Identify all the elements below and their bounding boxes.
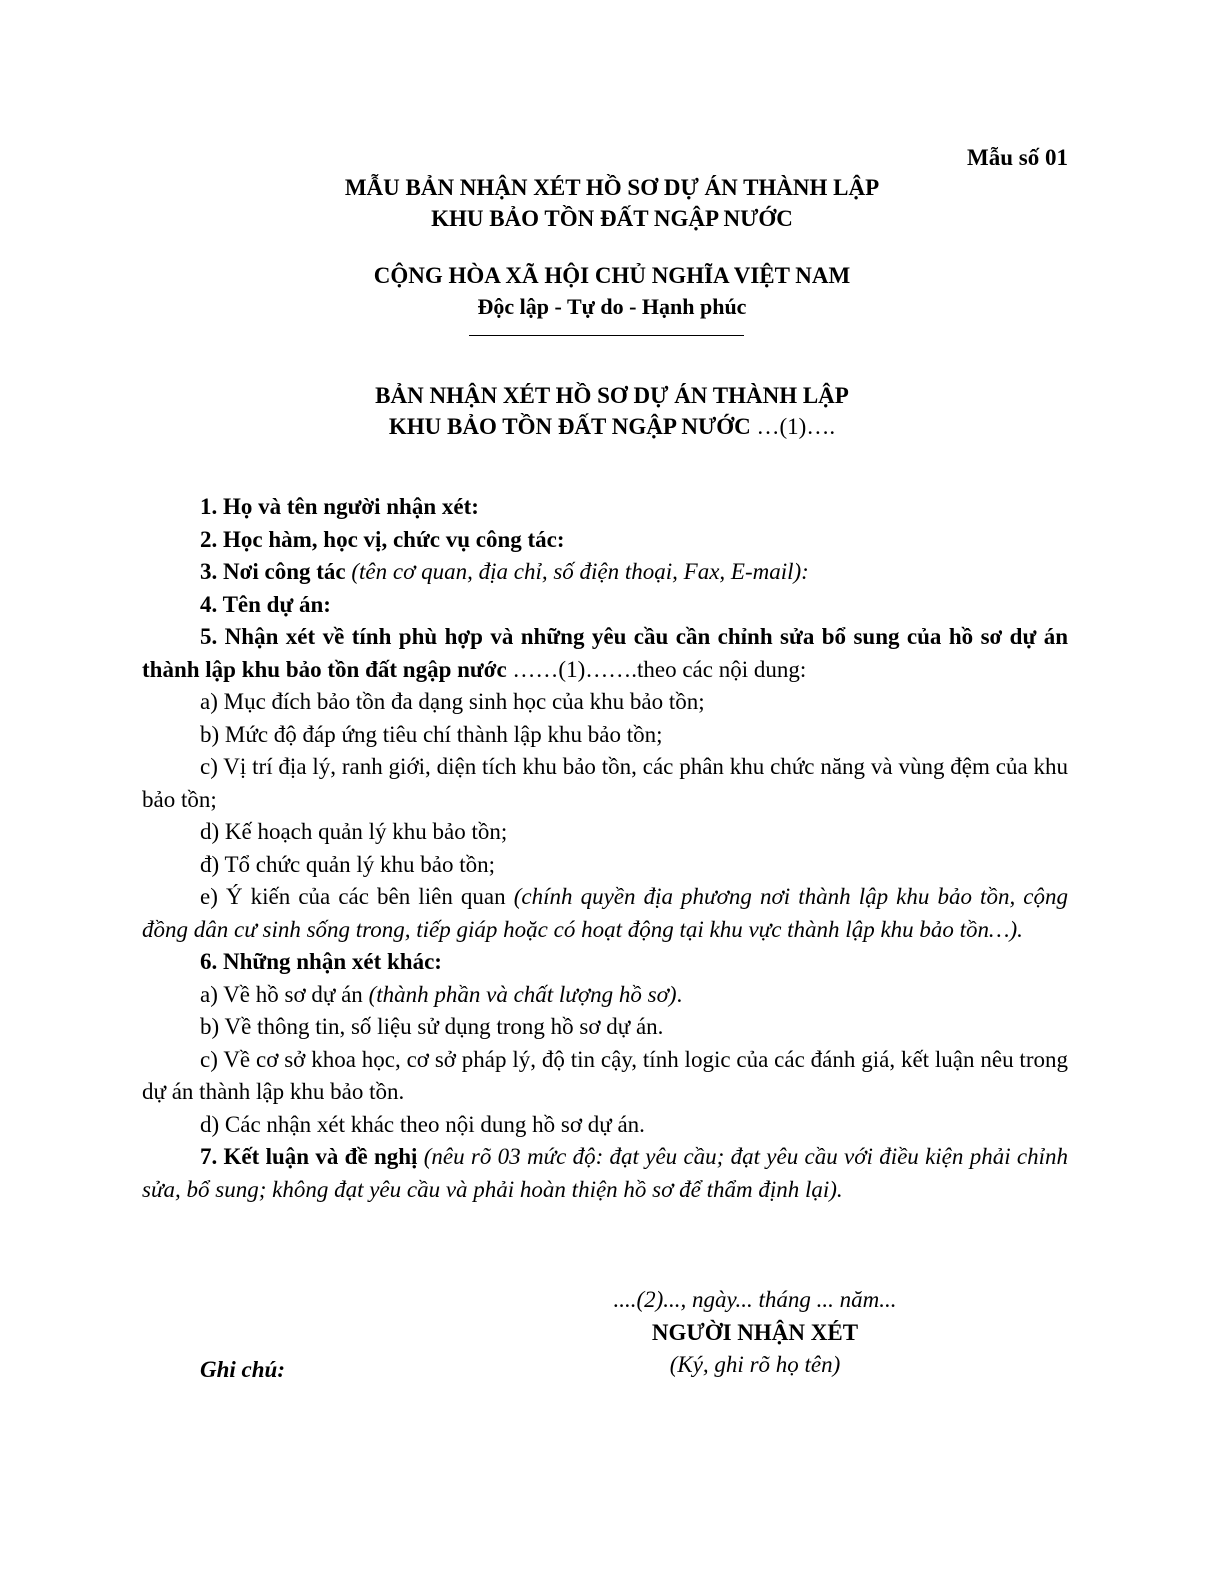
signature-hint: (Ký, ghi rõ họ tên) bbox=[669, 1352, 841, 1377]
item-2-label: 2. Học hàm, học vị, chức vụ công tác: bbox=[200, 526, 565, 552]
form-title-line-2: KHU BẢO TỒN ĐẤT NGẬP NƯỚC bbox=[431, 206, 793, 231]
item-6c: c) Về cơ sở khoa học, cơ sở pháp lý, độ tin cậy, tính logic của các đánh giá, kết luận nêu trong dự án thành lập khu bảo tồn. bbox=[142, 1046, 1068, 1104]
item-5-label: 5. Nhận xét về tính phù hợp và những yêu cầu cần chỉnh sửa bổ sung của hồ sơ dự án thành lập khu bảo tồn đất ngập nước bbox=[142, 624, 1068, 682]
item-7-label: 7. Kết luận và đề nghị bbox=[200, 1144, 418, 1169]
heading-divider bbox=[469, 335, 744, 336]
item-1-label: 1. Họ và tên người nhận xét: bbox=[200, 494, 479, 519]
item-5 bbox=[142, 621, 1068, 686]
document-body bbox=[142, 491, 1068, 1206]
item-5e bbox=[142, 881, 1068, 946]
item-5b: b) Mức độ đáp ứng tiêu chí thành lập khu bảo tồn; bbox=[200, 721, 663, 747]
item-3-label: 3. Nơi công tác bbox=[200, 559, 346, 584]
item-5d: d) Kế hoạch quản lý khu bảo tồn; bbox=[200, 819, 508, 844]
item-6a-hint: (thành phần và chất lượng hồ sơ) bbox=[362, 981, 677, 1007]
item-4-label: 4. Tên dự án: bbox=[200, 591, 331, 617]
document-title-line-1: BẢN NHẬN XÉT HỒ SƠ DỰ ÁN THÀNH LẬP bbox=[375, 383, 849, 408]
form-title-line-1: MẪU BẢN NHẬN XÉT HỒ SƠ DỰ ÁN THÀNH LẬP bbox=[344, 175, 880, 200]
item-1 bbox=[142, 491, 1068, 524]
item-5e-text: e) Ý kiến của các bên liên quan bbox=[200, 884, 506, 909]
item-6d: d) Các nhận xét khác theo nội dung hồ sơ dự án. bbox=[200, 1111, 645, 1137]
form-title bbox=[0, 172, 1224, 234]
document-title-line-2-text: KHU BẢO TỒN ĐẤT NGẬP NƯỚC bbox=[388, 414, 751, 439]
signature-block bbox=[555, 1284, 955, 1382]
item-6a-text: a) Về hồ sơ dự án bbox=[200, 981, 363, 1007]
item-7 bbox=[142, 1141, 1068, 1206]
national-heading bbox=[0, 260, 1224, 322]
note-label: Ghi chú: bbox=[200, 1357, 285, 1382]
item-5a: a) Mục đích bảo tồn đa dạng sinh học của khu bảo tồn; bbox=[200, 689, 705, 714]
document-title-placeholder: …(1)…. bbox=[750, 414, 836, 439]
nation-name: CỘNG HÒA XÃ HỘI CHỦ NGHĨA VIỆT NAM bbox=[373, 263, 851, 288]
item-6-label: 6. Những nhận xét khác: bbox=[200, 949, 442, 974]
item-7-hint: (nêu rõ 03 mức độ: đạt yêu cầu; đạt yêu cầu với điều kiện phải chỉnh sửa, bổ sung; không đạt yêu cầu và phải hoàn thiện hồ sơ để thẩm định lại). bbox=[142, 1144, 1068, 1202]
signature-date-line: ....(2)..., ngày... tháng ... năm... bbox=[613, 1287, 897, 1312]
item-5e-hint: (chính quyền địa phương nơi thành lập khu bảo tồn, cộng đồng dân cư sinh sống trong, tiếp giáp hoặc có hoạt động tại khu vực thành lập khu bảo tồn…). bbox=[142, 884, 1068, 942]
item-5dd: đ) Tổ chức quản lý khu bảo tồn; bbox=[200, 851, 496, 877]
item-4 bbox=[142, 589, 1068, 622]
item-6 bbox=[142, 946, 1068, 979]
document-title-line-2 bbox=[0, 411, 1224, 442]
signature-role: NGƯỜI NHẬN XÉT bbox=[651, 1319, 859, 1345]
item-6b: b) Về thông tin, số liệu sử dụng trong hồ sơ dự án. bbox=[200, 1014, 664, 1039]
document-title bbox=[0, 380, 1224, 442]
item-5c: c) Vị trí địa lý, ranh giới, diện tích khu bảo tồn, các phân khu chức năng và vùng đệm của khu bảo tồn; bbox=[142, 754, 1068, 812]
item-6a bbox=[142, 979, 1068, 1012]
item-5-rest: ……(1)…….theo các nội dung: bbox=[506, 656, 807, 682]
item-3-hint: (tên cơ quan, địa chỉ, số điện thoại, Fax, E-mail): bbox=[345, 559, 809, 584]
form-number: Mẫu số 01 bbox=[967, 145, 1068, 170]
item-3 bbox=[142, 556, 1068, 589]
national-motto: Độc lập - Tự do - Hạnh phúc bbox=[477, 294, 747, 319]
item-6a-end: . bbox=[676, 981, 683, 1007]
item-2 bbox=[142, 524, 1068, 557]
